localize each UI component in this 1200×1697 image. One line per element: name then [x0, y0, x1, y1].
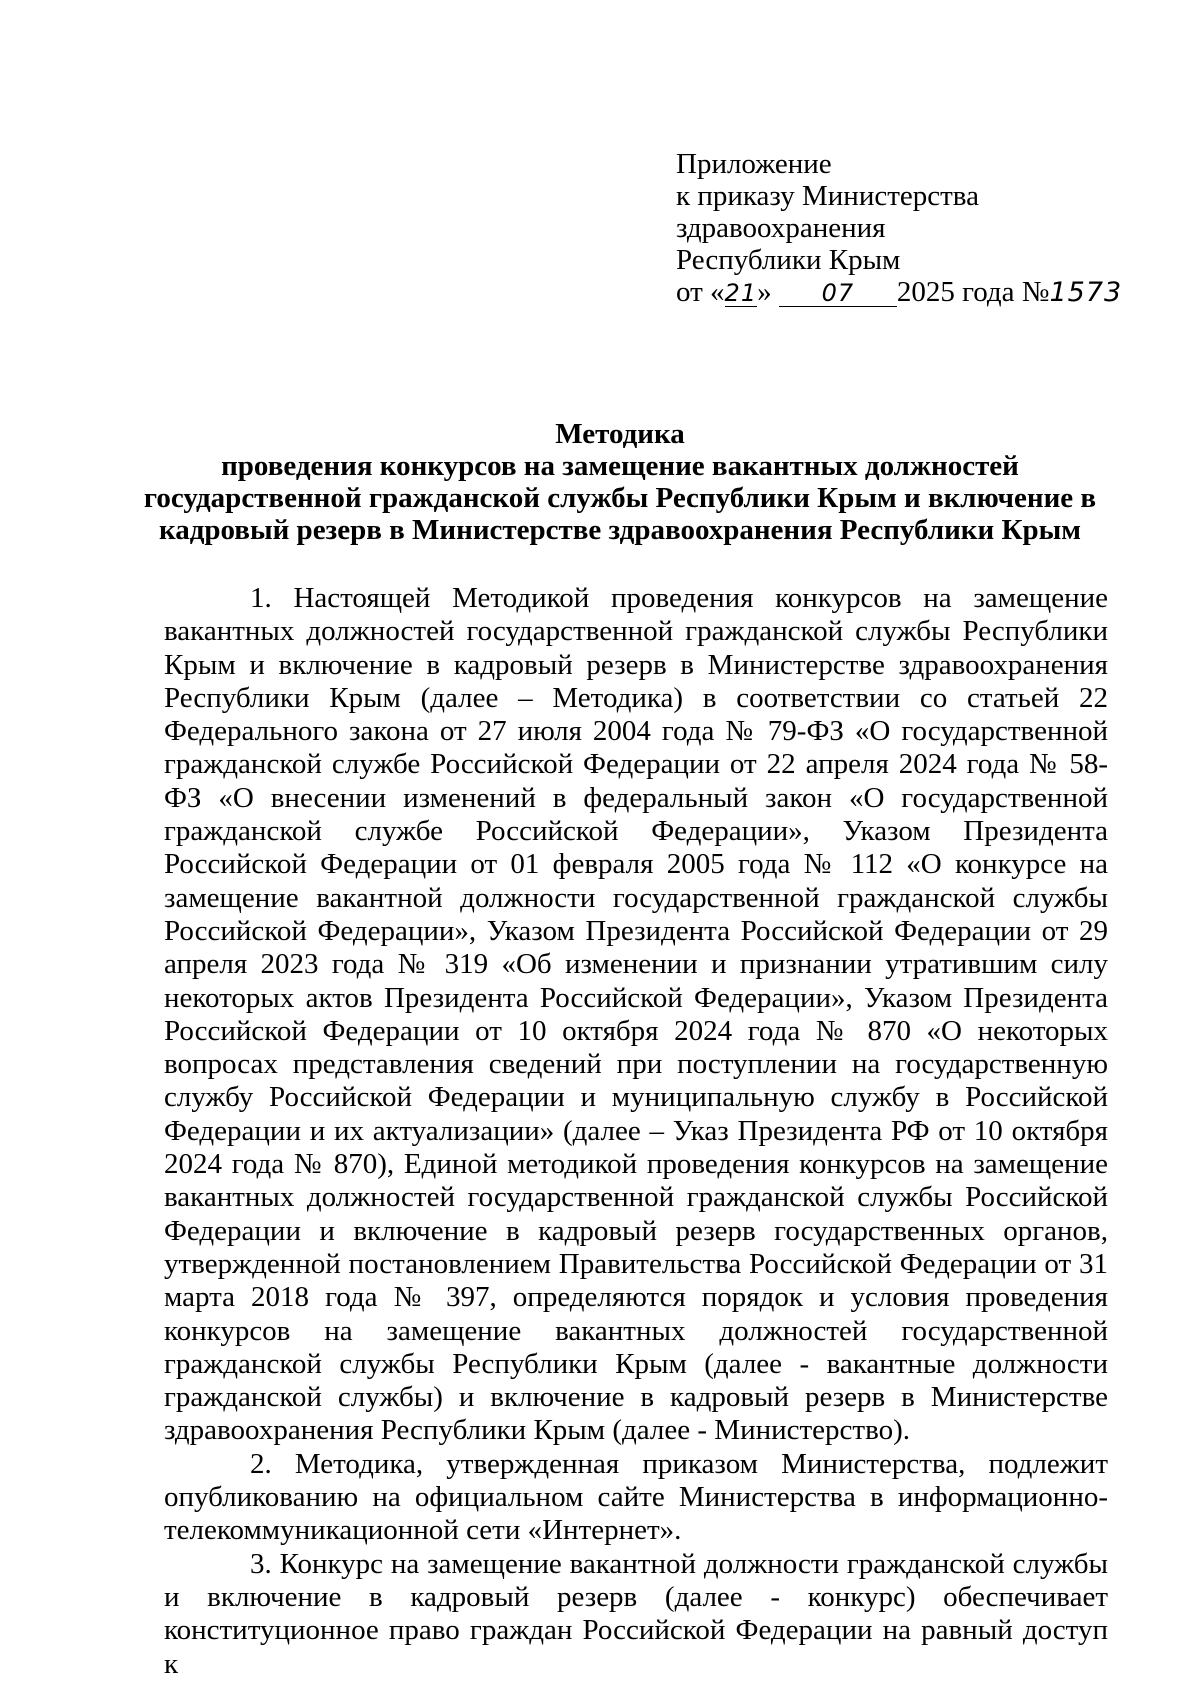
document-body — [164, 582, 1108, 1681]
title-line: государственной гражданской службы Республики Крым и включение в — [143, 482, 1097, 514]
paragraph-3: 3. Конкурс на замещение вакантной должности гражданской службы и включение в кадровый резерв (далее - конкурс) обеспечивает конституционное право граждан Российской Федерации на равный доступ к — [164, 1547, 1108, 1680]
paragraph-1: 1. Настоящей Методикой проведения конкурсов на замещение вакантных должностей государственной гражданской службы Республики Крым и включение в кадровый резерв в Министерстве здравоохранения Республики Крым (далее – Методика) в соответствии со статьей 22 Федерального закона от 27 июля 2004 года № 79-ФЗ «О государственной гражданской службе Российской Федерации от 22 апреля 2024 года № 58-ФЗ «О внесении изменений в федеральный закон «О государственной гражданской службе Российской Федерации», Указом Президента Российской Федерации от 01 февраля 2005 года № 112 «О конкурсе на замещение вакантной должности государственной гражданской службы Российской Федерации», Указом Президента Российской Федерации от 29 апреля 2023 года № 319 «Об изменении и признании утратившим силу некоторых актов Президента Российской Федерации», Указом Президента Российской Федерации от 10 октября 2024 года № 870 «О некоторых вопросах представления сведений при поступлении на государственную службу Российской Федерации и муниципальную службу в Российской Федерации и их актуализации» (далее – Указ Президента РФ от 10 октября 2024 года № 870), Единой методикой проведения конкурсов на замещение вакантных должностей государственной гражданской службы Российской Федерации и включение в кадровый резерв государственных органов, утвержденной постановлением Правительства Российской Федерации от 31 марта 2018 года № 397, определяются порядок и условия проведения конкурсов на замещение вакантных должностей государственной гражданской службы Республики Крым (далее - вакантные должности гражданской службы) и включение в кадровый резерв в Министерстве здравоохранения Республики Крым (далее - Министерство). — [164, 582, 1108, 1447]
date-mid: » — [757, 276, 772, 308]
appendix-line: Приложение — [676, 148, 832, 180]
handwritten-month: 07 — [779, 280, 897, 307]
paragraph-2: 2. Методика, утвержденная приказом Министерства, подлежит опубликованию на официальном сайте Министерства в информационно-телекоммуникационной сети «Интернет». — [164, 1447, 1108, 1547]
document-title — [140, 418, 1100, 546]
appendix-line: здравоохранения — [676, 212, 886, 244]
appendix-header — [676, 148, 1146, 308]
date-year-text: 2025 года № — [896, 276, 1050, 308]
title-line: кадровый резерв в Министерстве здравоохранения Республики Крым — [158, 514, 1082, 546]
date-prefix: от « — [676, 276, 725, 308]
handwritten-day: 21 — [724, 279, 758, 307]
title-line: Методика — [555, 418, 685, 450]
appendix-line: Республики Крым — [676, 244, 901, 276]
order-date-line — [676, 276, 1146, 308]
appendix-line: к приказу Министерства — [676, 180, 979, 212]
title-line: проведения конкурсов на замещение вакантных должностей — [221, 450, 1019, 482]
handwritten-order-number: 1573 — [1049, 277, 1123, 308]
